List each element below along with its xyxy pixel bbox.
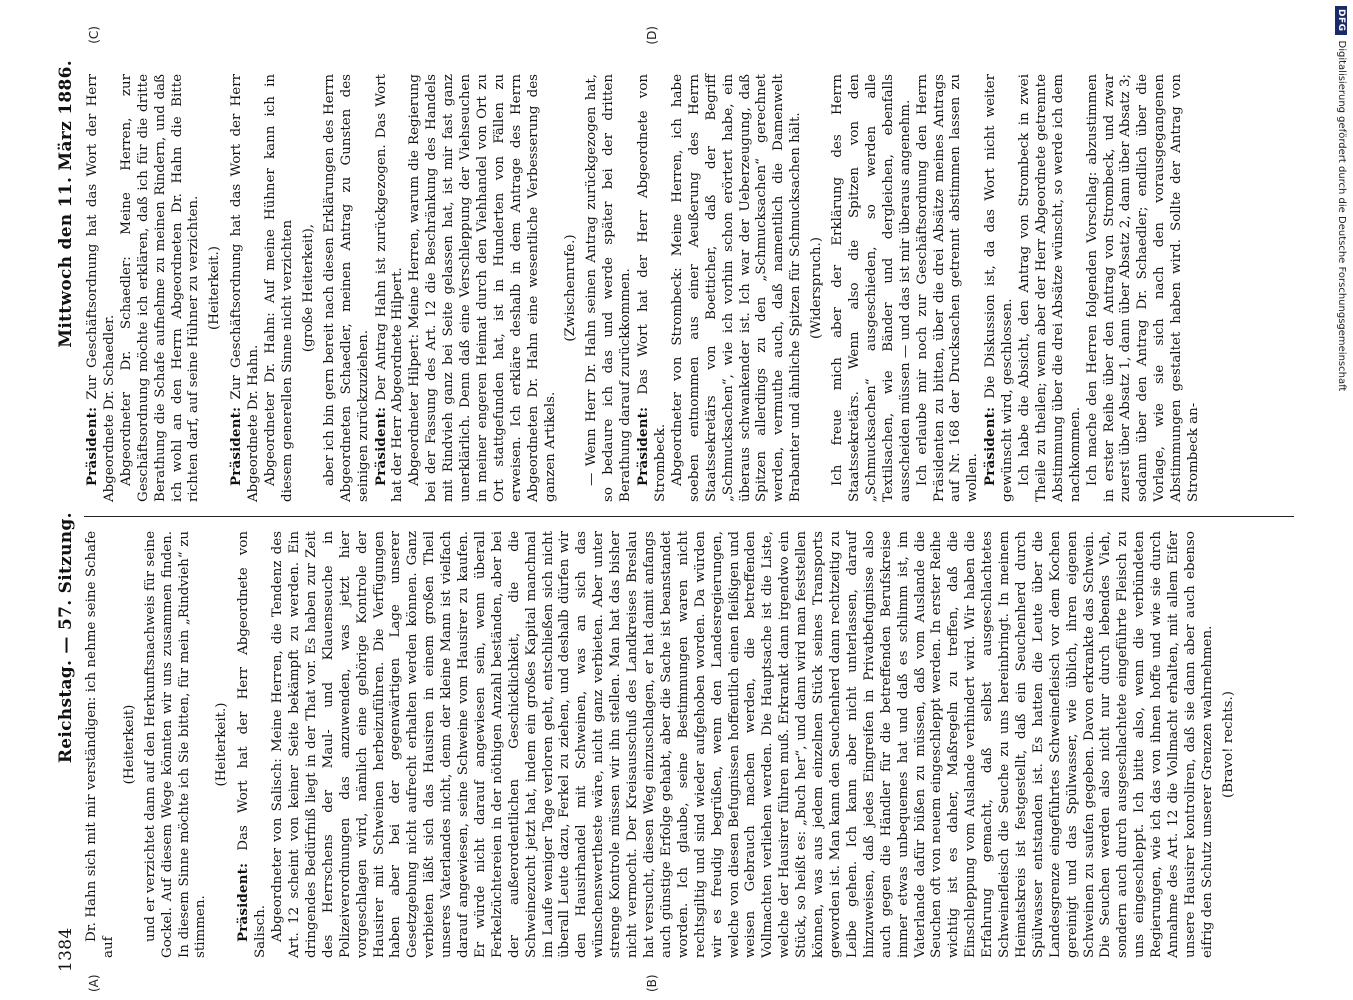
paragraph-text: Das Wort hat der Herr Abgeordnete von Salisch. xyxy=(236,530,269,958)
paragraph xyxy=(228,74,263,502)
interjection: (Zwischenrufe.) xyxy=(563,234,579,342)
paragraph-text: Der Antrag Hahn ist zurückgezogen. Das Wort hat der Herr Abgeordnete Hilpert. xyxy=(373,74,406,502)
margin-marker-a: (A) xyxy=(87,974,101,992)
paragraph-text: Zur Geschäftsordnung hat das Wort der Herr Abgeordnete Dr. Schaedler. xyxy=(85,74,117,502)
paragraph xyxy=(322,74,373,502)
margin-marker-b: (B) xyxy=(645,974,659,992)
interjection: (Heiterkeit) xyxy=(121,704,137,785)
paragraph-text: Abgeordneter Dr. Hahn: Auf meine Hühner kann ich in diesem generellen Sinne nicht verzichten xyxy=(263,74,295,502)
interjection: (Bravo! rechts.) xyxy=(1220,691,1236,798)
left-column xyxy=(84,516,1294,992)
paragraph-text: Zur Geschäftsordnung hat das Wort der Herr Abgeordnete Dr. Hahn. xyxy=(229,74,262,502)
speaker-label: Präsident: xyxy=(84,406,100,486)
speaker-label: Präsident: xyxy=(635,406,652,486)
paragraph-text: — Wenn Herr Dr. Hahn seinen Antrag zurückgezogen hat, so bedaure ich das und werde später bei der dritten Berathung darauf zurückkommen. xyxy=(584,74,634,502)
page-header xyxy=(56,60,76,972)
paragraph xyxy=(1085,74,1203,502)
paragraph-text: Abgeordneter von Salisch: Meine Herren, die Tendenz des Art. 12 scheint von keiner Seite bekämpft zu werden. Ein dringendes Bedürfniß liegt in der That vor. Es haben zur Zeit des Herrschens der Maul- und Klauenseuche in Polizeiverordnungen das anzuwenden, was jetzt hier vorgeschlagen wird, nämlich eine gehörige Kontrole der Hausirer mit Schweinen herbeizuführen. Die Verfügungen haben aber bei der gegenwärtigen Lage unserer Gesetzgebung nicht aufrecht erhalten werden können. Ganz verbieten läßt sich das Hausiren in einem großen Theil unseres Vaterlandes nicht, denn der kleine Mann ist vielfach darauf angewiesen, seine Schweine vom Hausirer zu kaufen. Er würde nicht darauf angewiesen sein, wenn überall Ferkelzüchtereien in der nöthigen Anzahl beständen, aber bei der außerordentlichen Geschicklichkeit, die die Schweinezucht jetzt hat, indem ein großes Kapital manchmal im Laufe weniger Tage verloren geht, entschließen sich nicht überall Leute dazu, Ferkel zu ziehen, und deshalb dürfen wir den Hausirhandel mit Schweinen, was an sich das wünschenswertheste wäre, nicht ganz verbieten. Aber unter strenge Kontrole müssen wir ihn stellen. Man hat das bisher nicht vermocht. Der Kreisausschuß des Landkreises Breslau hat versucht, diesen Weg einzuschlagen, er hat damit anfangs auch günstige Erfolge gehabt, aber die Sache ist beanstandet worden. Ich glaube, seine Bestimmungen waren nicht rechtsgiltig und sind wieder aufgehoben worden. Da würden wir es freudig begrüßen, wenn den Landesregierungen, welche von diesen Befugnissen hoffentlich einen fleißigen und weisen Gebrauch machen werden, die betreffenden Vollmachten verliehen werden. Die Hauptsache ist die Liste, welche der Hausirer führen muß. Erkrankt dann irgendwo ein Stück, so heißt es: „Buch her“, und dann wird man feststellen können, was aus jedem einzelnen Stück seines Transports geworden ist. Man kann den Seuchenherd dann rechtzeitig zu Leibe gehen. Ich kann aber nicht unterlassen, darauf hinzuweisen, daß jedes Eingreifen in Privatbefugnisse also auch gegen die Händler für die betreffenden Berufskreise immer etwas unbequemes hat und daß es schlimm ist, im Vaterlande dafür büßen zu müssen, daß vom Auslande die Seuchen oft von neuem eingeschleppt werden. In erster Reihe wichtig ist es daher, Maßregeln zu treffen, daß die Einschleppung vom Auslande verhindert wird. Wir haben die Erfahrung gemacht, daß selbst ausgeschlachtetes Schweinefleisch die Seuche zu uns hereinbringt. In meinem Heimatskreis ist festgestellt, daß ein Seuchenherd durch Spülwasser entstanden ist. Es hatten die Leute über die Landesgrenze eingeführtes Schweinefleisch vor dem Kochen gereinigt und das Spülwasser, wie üblich, ihren eigenen Schweinen zu saufen gegeben. Davon erkrankte das Schwein. Die Seuchen werden also nicht nur durch lebendes Vieh, sondern auch durch ausgeschlachtete eingeführte Fleisch zu uns eingeschleppt. Ich bitte also, wenn die verbündeten Regierungen, wie ich das von ihnen hoffe und wie sie durch Annahme des Art. 12 die Vollmacht erhalten, mit allem Eifer unsere Hausirer kontroliren, daß sie dann aber auch ebenso eifrig den Schutz unserer Grenzen wahrnehmen. xyxy=(270,531,1215,958)
text-columns xyxy=(84,26,1294,992)
paragraph-text: Ich freue mich aber der Erklärung des Herrn Staatssekretärs. Wenn also die Spitzen von den „Schmucksachen“ ausgeschieden, so werden alle Textilsachen, wie Bänder und dergleichen, ebenfalls ausscheiden müssen — und das ist mir überaus angenehm. xyxy=(830,74,913,502)
speaker-label: Präsident: xyxy=(228,406,245,486)
paragraph-text: Ich erlaube mir noch zur Geschäftsordnung den Herrn Präsidenten zu bitten, über die drei Absätze meines Antrags auf Nr. 168 der Drucksachen getrennt abstimmen lassen zu wollen. xyxy=(914,74,981,502)
speaker-label: Präsident: xyxy=(982,406,999,486)
paragraph-text: Abgeordneter Hilpert: Meine Herren, warum die Regierung bei der Fassung des Art. 12 die Beschränkung des Handels mit Rindvieh ganz bei Seite gelassen hat, ist mir fast ganz unerklärlich. Denn daß eine Verschleppung der Viehseuchen in meiner engeren Heimat durch den Viehhandel von Ort zu Ort stattgefunden hat, ist in Hunderten von Fällen zu erweisen. Ich erkläre deshalb in dem Antrage des Herrn Abgeordneten Dr. Hahn eine wesentliche Verbesserung des ganzen Artikels. xyxy=(407,74,558,502)
paragraph xyxy=(235,531,270,958)
digitization-stamp xyxy=(1335,6,1347,994)
paragraph xyxy=(84,531,118,958)
paragraph-text: aber ich bin gern bereit nach diesen Erklärungen des Herrn Abgeordneten Schaedler, meinen Antrag zu Gunsten des seinigen zurückzuziehen. xyxy=(321,74,371,502)
paragraph xyxy=(373,74,408,502)
paragraph-text: Abgeordneter von Strombeck: Meine Herren, ich habe soeben entnommen aus einer Aeußerung des Herrn Staatssekretärs von Boetticher, daß der Begriff „Schmucksachen“, wie ich vorhin schon erörtert habe, ein überaus schwankender ist. Ich war der Ueberzeugung, daß Spitzen allerdings zu den „Schmucksachen“ gerechnet werden, vermuthe auch, daß namentlich die Damenwelt Brabanter und ähnliche Spitzen für Schmucksachen hält. xyxy=(669,74,804,502)
paragraph-text: Abgeordneter Dr. Schaedler: Meine Herren, zur Geschäftsordnung möchte ich erklären, daß ich für die dritte Berathung die Schafe aufnehme zu meinen Rindern, und daß ich wohl an den Herrn Abgeordneten Dr. Hahn die Bitte richten darf, auf seine Hühner zu verzichten. xyxy=(118,74,202,502)
paragraph-text: Das Wort hat der Herr Abgeordnete von Strombeck. xyxy=(636,74,668,502)
page-number: 1384 xyxy=(56,927,76,972)
paragraph xyxy=(1017,74,1085,502)
paragraph xyxy=(84,74,119,502)
speaker-label: Präsident: xyxy=(235,862,252,942)
paragraph xyxy=(670,74,805,502)
paragraph-text: Ich mache den Herren folgenden Vorschlag: abzustimmen in erster Reihe über den Antrag von Strombeck, und zwar zuerst über Absatz 1, dann über Absatz 2, dann über Absatz 3; sodann über den Antrag Dr. Schaedler; endlich über die Vorlage, wie sie sich nach den vorausgegangenen Abstimmungen gestaltet haben wird. Sollte der Antrag von Strombeck an- xyxy=(1084,74,1202,502)
paragraph-text: Dr. Hahn sich mit mir verständigen: ich nehme seine Schafe auf xyxy=(84,531,116,958)
digitization-note: Digitalisierung gefördert durch die Deutsche Forschungsgemeinschaft xyxy=(1336,40,1347,392)
paragraph-text: und er verzichtet dann auf den Herkunftsnachweis für seine Gockel. Auf diesem Wege könnten wir uns zusammen finden. In diesem Sinne möchte ich Sie bitten, für mein „Rindvieh“ zu stimmen. xyxy=(142,531,209,958)
margin-marker-c: (C) xyxy=(87,26,101,44)
paragraph xyxy=(407,74,559,502)
interjection: (Widerspruch.) xyxy=(809,237,825,340)
speaker-label: Präsident: xyxy=(372,406,389,486)
interjection: (große Heiterkeit), xyxy=(300,223,316,353)
paragraph-text: Die Diskussion ist, da das Wort nicht weiter gewünscht wird, geschlossen. xyxy=(983,73,1016,502)
session-title: Reichstag. — 57. Sitzung. xyxy=(56,512,76,764)
paragraph xyxy=(143,531,211,958)
paragraph xyxy=(830,74,915,502)
paragraph xyxy=(119,74,204,502)
paragraph xyxy=(270,531,1217,958)
interjection: (Heiterkeit.) xyxy=(214,702,230,787)
dfg-logo: DFG xyxy=(1335,6,1347,35)
paragraph xyxy=(635,74,670,502)
session-date: Mittwoch den 11. März 1886. xyxy=(56,60,76,348)
paragraph-text: Ich habe die Absicht, den Antrag von Strombeck in zwei Theile zu theilen; wenn aber der Herr Abgeordnete getrennte Abstimmung über die drei Absätze wünscht, so werde ich dem nachkommen. xyxy=(1017,74,1083,502)
paragraph xyxy=(982,74,1017,502)
paragraph xyxy=(263,74,297,502)
right-column xyxy=(84,26,1294,516)
paragraph xyxy=(915,74,983,502)
interjection: (Heiterkeit.) xyxy=(207,246,223,330)
margin-marker-d: (D) xyxy=(645,26,659,45)
paragraph xyxy=(584,74,635,502)
